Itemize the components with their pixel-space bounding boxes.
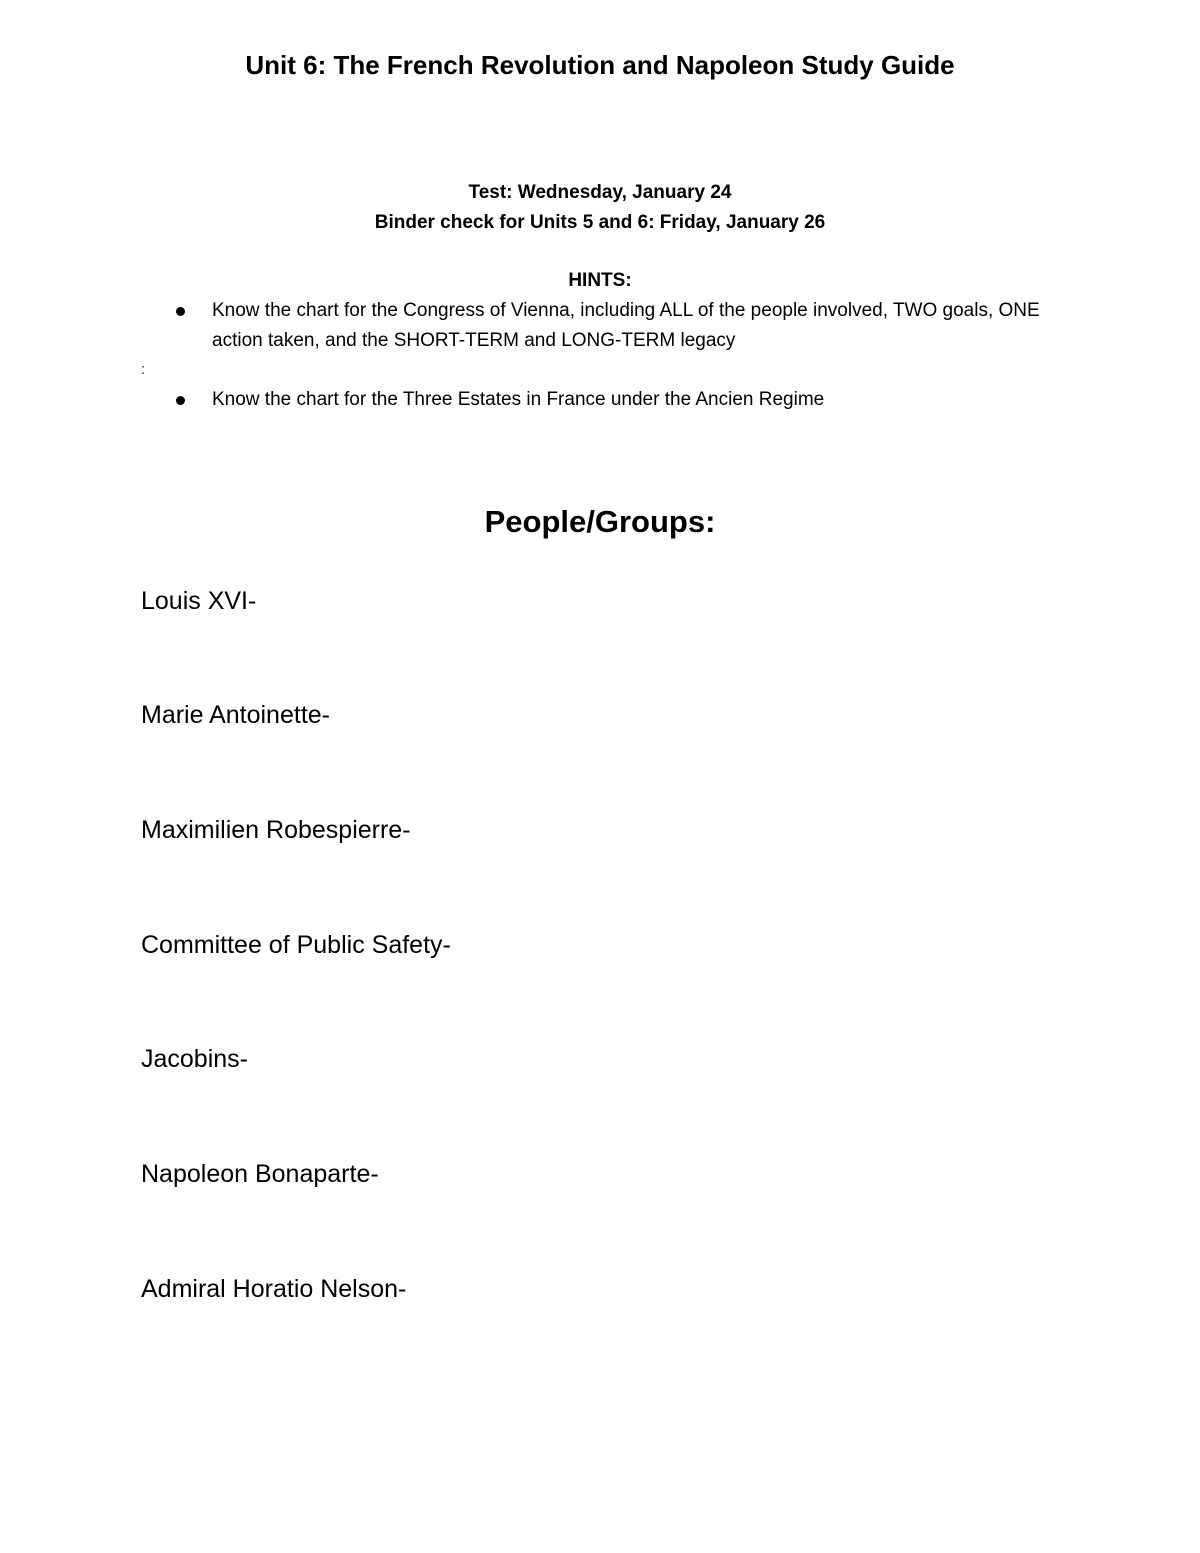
hint-item bbox=[176, 296, 1056, 356]
bullet-icon bbox=[176, 396, 185, 405]
test-date: Test: Wednesday, January 24 bbox=[468, 182, 732, 203]
person-entry-robespierre: Maximilien Robespierre- bbox=[141, 816, 411, 844]
person-entry-marie-antoinette: Marie Antoinette- bbox=[141, 701, 330, 729]
stray-mark: : bbox=[141, 361, 146, 378]
document-title: Unit 6: The French Revolution and Napoleon Study Guide bbox=[245, 50, 955, 80]
person-entry-nelson: Admiral Horatio Nelson- bbox=[141, 1275, 407, 1303]
hints-heading: HINTS: bbox=[568, 270, 632, 291]
hint-item bbox=[176, 385, 1056, 415]
person-entry-napoleon: Napoleon Bonaparte- bbox=[141, 1160, 379, 1188]
bullet-icon bbox=[176, 307, 185, 316]
hint-text: Know the chart for the Congress of Vienna, including ALL of the people involved, TWO goals, ONE action taken, and the SHORT-TERM and LONG-TERM legacy bbox=[212, 300, 1040, 351]
person-entry-louis-xvi: Louis XVI- bbox=[141, 587, 257, 615]
hint-text: Know the chart for the Three Estates in France under the Ancien Regime bbox=[212, 389, 825, 410]
binder-check-date: Binder check for Units 5 and 6: Friday, January 26 bbox=[374, 212, 826, 233]
group-entry-jacobins: Jacobins- bbox=[141, 1045, 248, 1073]
group-entry-committee-public-safety: Committee of Public Safety- bbox=[141, 931, 451, 959]
people-groups-heading: People/Groups: bbox=[484, 504, 716, 539]
